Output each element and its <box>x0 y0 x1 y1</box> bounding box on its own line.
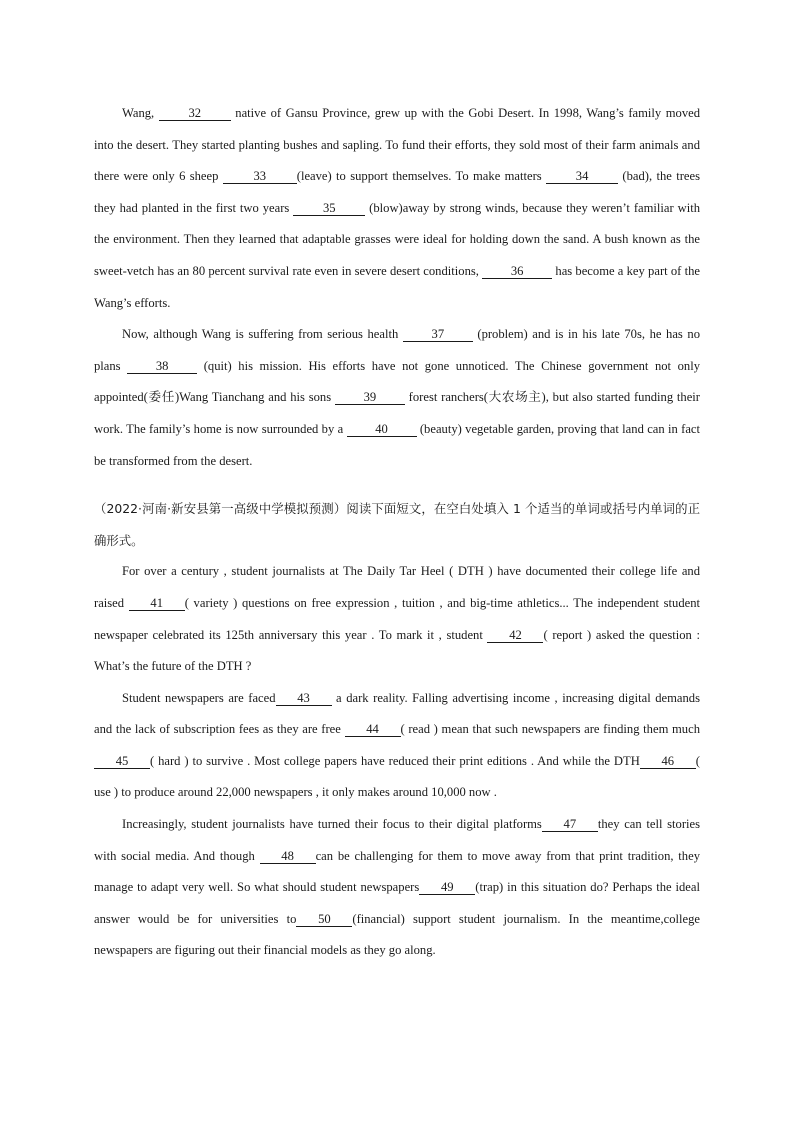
paragraph-wang-1: Wang, 32 native of Gansu Province, grew up with the Gobi Desert. In 1998, Wang’s family moved into the desert. They started planting bushes and sapling. To fund their efforts, they sold most of their farm animals and there were only 6 sheep 33 (leave) to support themselves. To make matters 34 (bad), the trees they had planted in the first two years 35 (blow)away by strong winds, because they weren’t familiar with the environment. Then they learned that adaptable grasses were ideal for holding down the sand. A bush known as the sweet-vetch has an 80 percent survival rate even in severe desert conditions, 36 has become a key part of the Wang’s efforts. <box>94 106 701 310</box>
blank-37: 37 <box>403 327 473 342</box>
blank-40: 40 <box>347 422 417 437</box>
blank-42: 42 <box>487 628 543 643</box>
paragraph-dth-3: Increasingly, student journalists have turned their focus to their digital platforms 47 they can tell stories with social media. And though 48 can be challenging for them to move away from that print tradition, they manage to adapt very well. So what should student newspapers 49 (trap) in this situation do? Perhaps the ideal answer would be for universities to 50 (financial) support student journalism. In the meantime,college newspapers are figuring out their financial models as they go along. <box>94 817 701 958</box>
blank-35: 35 <box>293 201 365 216</box>
blank-39: 39 <box>335 390 405 405</box>
blank-49: 49 <box>419 880 475 895</box>
paragraph-dth-2: Student newspapers are faced 43 a dark reality. Falling advertising income , increasing digital demands and the lack of subscription fees as they are free 44 ( read ) mean that such newspapers are finding them much 45 ( hard ) to survive . Most college papers have reduced their print editions . And while the DTH 46 ( use ) to produce around 22,000 newspapers , it only makes around 10,000 now . <box>94 690 701 800</box>
blank-38: 38 <box>127 359 197 374</box>
blank-43: 43 <box>276 691 332 706</box>
blank-46: 46 <box>640 754 696 769</box>
blank-41: 41 <box>129 596 185 611</box>
blank-44: 44 <box>345 722 401 737</box>
paragraph-dth-1: For over a century , student journalists at The Daily Tar Heel ( DTH ) have documented their college life and raised 41 ( variety ) questions on free expression , tuition , and big-time athletics... The independent student newspaper celebrated its 125th anniversary this year . To mark it , student 42 ( report ) asked the question : What’s the future of the DTH ? <box>94 564 701 674</box>
blank-48: 48 <box>260 849 316 864</box>
document-page <box>94 98 700 967</box>
blank-50: 50 <box>296 912 352 927</box>
blank-47: 47 <box>542 817 598 832</box>
blank-33: 33 <box>223 169 297 184</box>
blank-32: 32 <box>159 106 231 121</box>
blank-34: 34 <box>546 169 618 184</box>
blank-36: 36 <box>482 264 552 279</box>
paragraph-wang-2: Now, although Wang is suffering from serious health 37 (problem) and is in his late 70s, he has no plans 38 (quit) his mission. His efforts have not gone unnoticed. The Chinese government not only appointed(委任)Wang Tianchang and his sons 39 forest ranchers(大农场主), but also started funding their work. The family’s home is now surrounded by a 40 (beauty) vegetable garden, proving that land can in fact be transformed from the desert. <box>94 327 701 468</box>
section-header: （2022·河南·新安县第一高级中学模拟预测）阅读下面短文，在空白处填入 1 个适当的单词或括号内单词的正确形式。 <box>94 501 700 548</box>
blank-45: 45 <box>94 754 150 769</box>
